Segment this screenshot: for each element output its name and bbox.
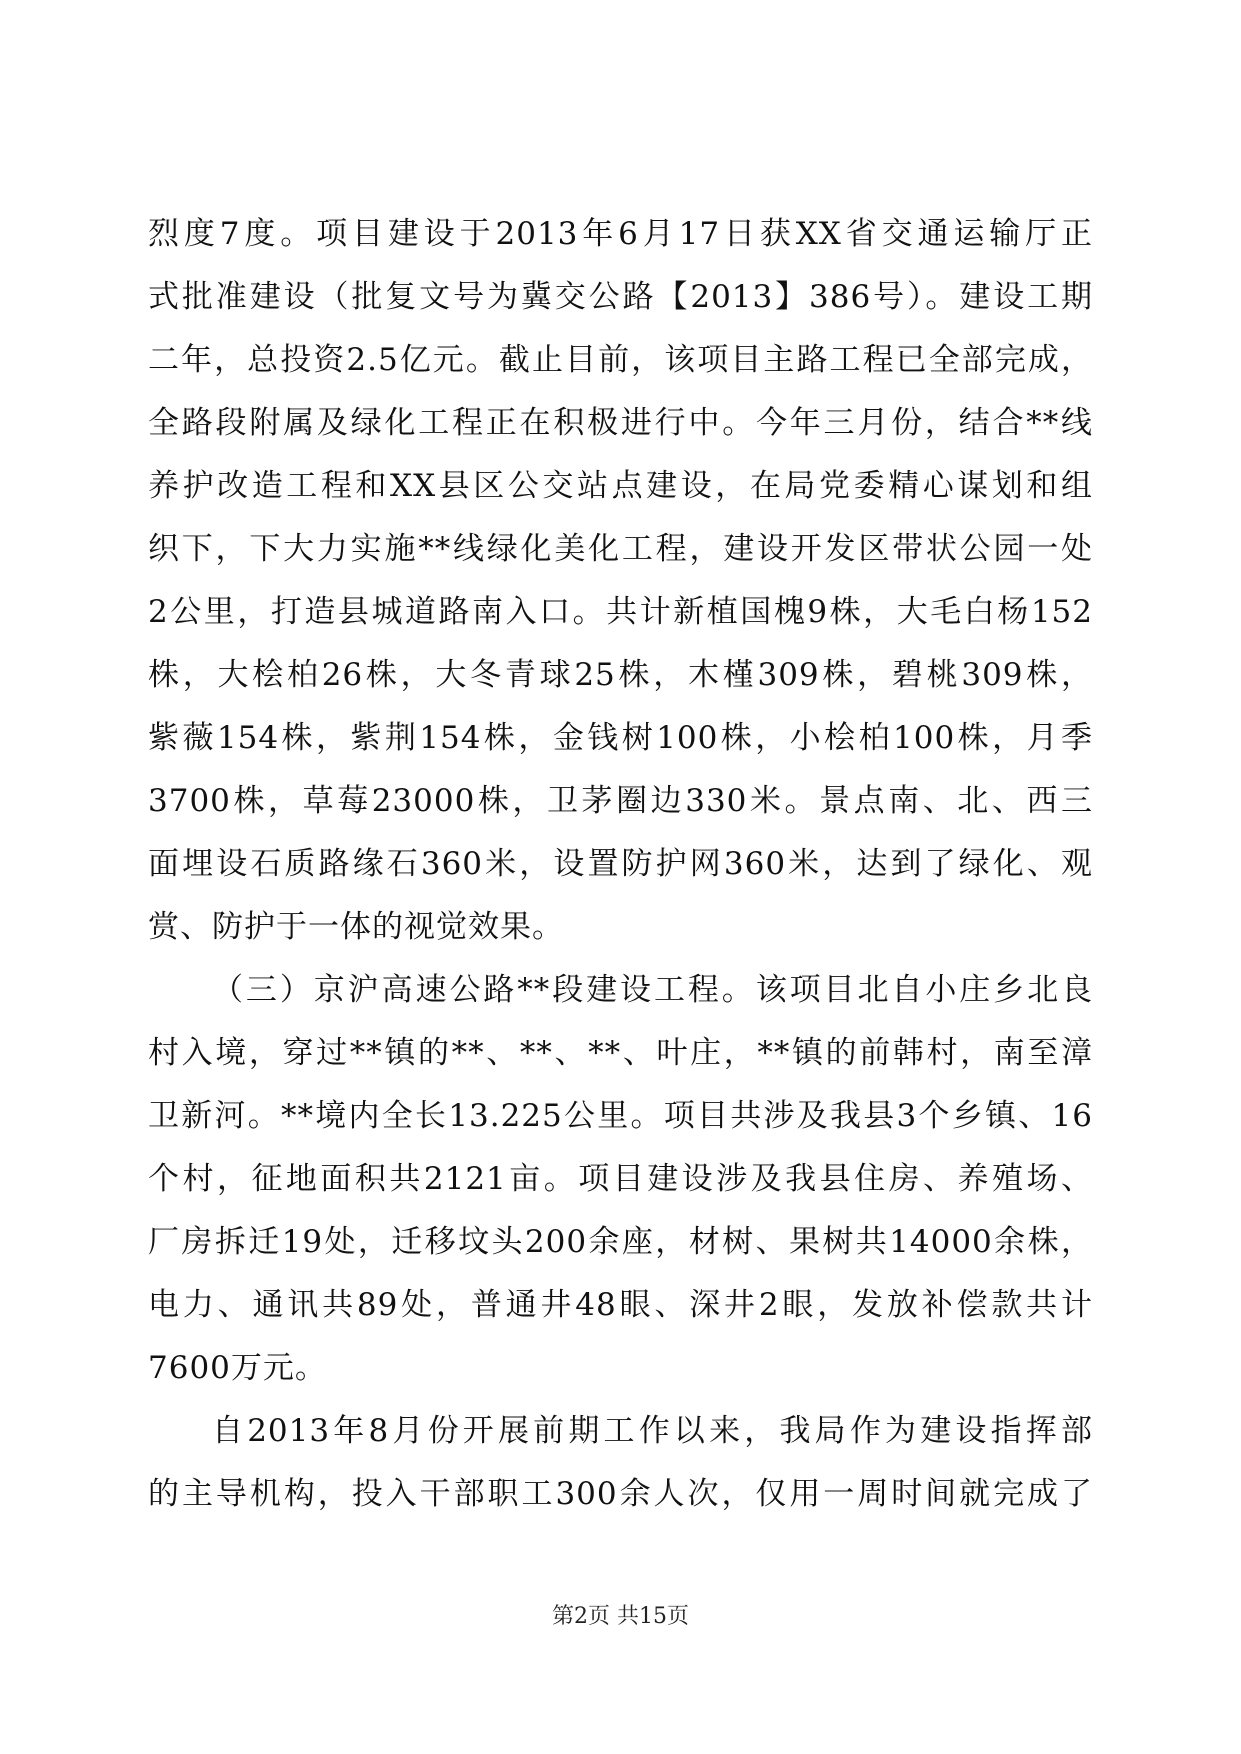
text-line: 个村，征地面积共2121亩。项目建设涉及我县住房、养殖场、 (148, 1161, 1093, 1197)
paragraph-2 (148, 959, 1093, 1400)
text-line: 二年，总投资2.5亿元。截止目前，该项目主路工程已全部完成， (148, 342, 1093, 378)
text-line: 养护改造工程和XX县区公交站点建设，在局党委精心谋划和组 (148, 468, 1093, 504)
text-line: 厂房拆迁19处，迁移坟头200余座，材树、果树共14000余株， (148, 1224, 1093, 1260)
text-line: 2公里，打造县城道路南入口。共计新植国槐9株，大毛白杨152 (148, 594, 1093, 630)
text-line: 式批准建设（批复文号为冀交公路【2013】386号）。建设工期 (148, 279, 1093, 315)
paragraph-3 (148, 1400, 1093, 1526)
text-line: 3700株，草莓23000株，卫茅圈边330米。景点南、北、西三 (148, 783, 1093, 819)
page-footer (0, 1602, 1241, 1632)
page-number-label: 第2页 共15页 (552, 1604, 689, 1629)
document-body (148, 203, 1093, 1526)
text-line: 赏、防护于一体的视觉效果。 (148, 909, 564, 945)
text-line: 紫薇154株，紫荆154株，金钱树100株，小桧柏100株，月季 (148, 720, 1093, 756)
text-line: 面埋设石质路缘石360米，设置防护网360米，达到了绿化、观 (148, 846, 1093, 882)
text-line: 电力、通讯共89处，普通井48眼、深井2眼，发放补偿款共计 (148, 1287, 1093, 1323)
text-line: （三）京沪高速公路**段建设工程。该项目北自小庄乡北良 (212, 972, 1093, 1008)
text-line: 烈度7度。项目建设于2013年6月17日获XX省交通运输厅正 (148, 216, 1093, 252)
text-line: 的主导机构，投入干部职工300余人次，仅用一周时间就完成了 (148, 1476, 1093, 1512)
text-line: 7600万元。 (148, 1350, 327, 1386)
text-line: 村入境，穿过**镇的**、**、**、叶庄，**镇的前韩村，南至漳 (148, 1035, 1093, 1071)
text-line: 株，大桧柏26株，大冬青球25株，木槿309株，碧桃309株， (148, 657, 1093, 693)
text-line: 自2013年8月份开展前期工作以来，我局作为建设指挥部 (212, 1413, 1093, 1449)
text-line: 织下，下大力实施**线绿化美化工程，建设开发区带状公园一处 (148, 531, 1093, 567)
text-line: 全路段附属及绿化工程正在积极进行中。今年三月份，结合**线 (148, 405, 1093, 441)
paragraph-1 (148, 203, 1093, 959)
text-line: 卫新河。**境内全长13.225公里。项目共涉及我县3个乡镇、16 (148, 1098, 1093, 1134)
